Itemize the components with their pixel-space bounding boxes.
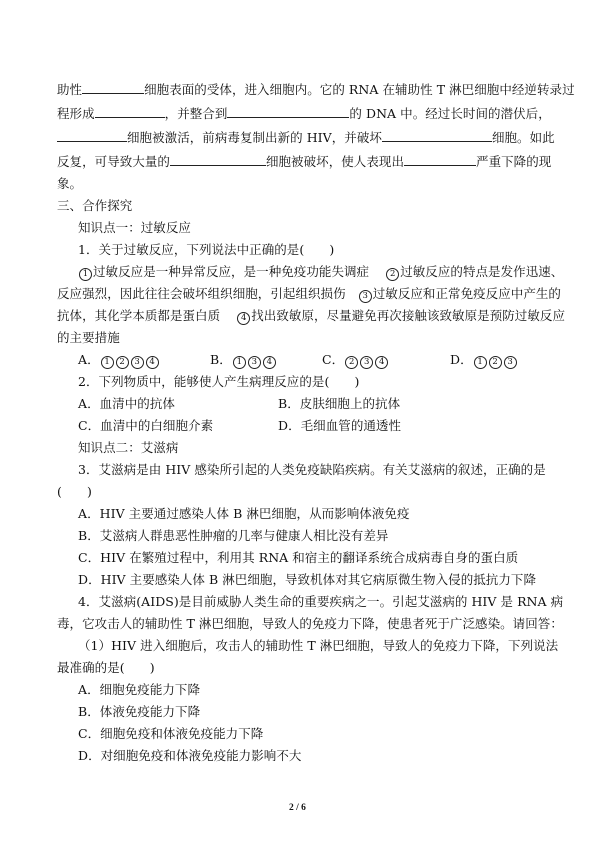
text-line: 象。 xyxy=(57,176,83,191)
question-2-options-row2 xyxy=(78,416,402,434)
question-3-option-c: C．HIV 在繁殖过程中，利用其 RNA 和宿主的翻译系统合成病毒自身的蛋白质 xyxy=(78,550,519,565)
question-3-stem: 3．艾滋病是由 HIV 感染所引起的人类免疫缺陷疾病。有关艾滋病的叙述，正确的是 xyxy=(78,462,546,477)
text-span: 抗体，其化学本质都是蛋白质 xyxy=(57,308,221,323)
circled-number: 4 xyxy=(237,312,250,325)
blank xyxy=(82,82,144,94)
circled-number: 1 xyxy=(79,268,92,281)
option-c: C． 2 3 4 xyxy=(322,350,389,369)
circled-number: 4 xyxy=(146,356,159,369)
question-3-option-a: A．HIV 主要通过感染人体 B 淋巴细胞，从而影响体液免疫 xyxy=(78,506,410,521)
question-3-stem-cont: ( ) xyxy=(57,484,92,499)
text-span: 细胞。如此 xyxy=(491,130,555,145)
question-4-sub1-cont: 最准确的是( ) xyxy=(57,660,155,675)
question-4-option-a: A．细胞免疫能力下降 xyxy=(78,682,201,697)
option-d: D． 1 2 3 xyxy=(450,350,518,369)
question-3-option-d: D．HIV 主要感染人体 B 淋巴细胞，导致机体对其它病原微生物入侵的抵抗力下降 xyxy=(78,572,536,587)
text-line xyxy=(57,80,575,98)
text-line xyxy=(57,306,565,325)
page-number: 2 / 6 xyxy=(289,803,306,813)
text-line xyxy=(57,128,555,146)
text-line xyxy=(78,262,563,281)
text-span: 找出致敏原，尽量避免再次接触该致敏原是预防过敏反应 xyxy=(251,308,566,323)
circled-number: 4 xyxy=(375,356,388,369)
circled-number: 2 xyxy=(386,268,399,281)
text-span: 细胞被激活，前病毒复制出新的 HIV，并破坏 xyxy=(127,130,382,145)
circled-number: 2 xyxy=(116,356,129,369)
text-span: 严重下降的现 xyxy=(476,154,552,169)
question-2-options-row1 xyxy=(78,394,401,412)
blank xyxy=(404,154,476,166)
text-span: 过敏反应和正常免疫反应中产生的 xyxy=(372,286,561,301)
question-4-option-c: C．细胞免疫和体液免疫能力下降 xyxy=(78,726,264,741)
question-1-stem: 1．关于过敏反应，下列说法中正确的是( ) xyxy=(78,242,335,257)
circled-number: 3 xyxy=(504,356,517,369)
text-line: 的主要措施 xyxy=(57,330,120,345)
option-a: A． 1 2 3 4 xyxy=(78,350,160,369)
circled-number: 3 xyxy=(248,356,261,369)
text-line xyxy=(57,284,561,303)
circled-number: 1 xyxy=(474,356,487,369)
blank xyxy=(382,130,492,142)
circled-number: 1 xyxy=(233,356,246,369)
option-a: A．血清中的抗体 xyxy=(78,396,175,411)
circled-number: 4 xyxy=(263,356,276,369)
question-4-sub1: （1）HIV 进入细胞后，攻击人的辅助性 T 淋巴细胞，导致人的免疫力下降，下列说法 xyxy=(78,638,559,653)
blank xyxy=(95,106,165,118)
text-span: 反复，可导致大量的 xyxy=(57,154,170,169)
circled-number: 3 xyxy=(360,356,373,369)
circled-number: 2 xyxy=(489,356,502,369)
text-line xyxy=(57,152,551,170)
question-4-option-d: D．对细胞免疫和体液免疫能力影响不大 xyxy=(78,748,302,763)
blank xyxy=(57,130,127,142)
text-span: 反应强烈，因此往往会破坏组织细胞，引起组织损伤 xyxy=(57,286,346,301)
text-span: 助性 xyxy=(57,82,83,97)
circled-number: 1 xyxy=(101,356,114,369)
option-b: B． 1 3 4 xyxy=(210,350,277,369)
text-span: 过敏反应是一种异常反应，是一种免疫功能失调症 xyxy=(93,264,370,279)
text-span: 的 DNA 中。经过长时间的潜伏后， xyxy=(349,106,551,121)
blank xyxy=(170,154,266,166)
text-span: ，并整合到 xyxy=(164,106,228,121)
circled-number: 3 xyxy=(359,290,372,303)
blank xyxy=(227,106,349,118)
knowledge-point-heading: 知识点二：艾滋病 xyxy=(78,440,179,455)
question-4-stem: 4．艾滋病(AIDS)是目前威胁人类生命的重要疾病之一。引起艾滋病的 HIV 是 RNA 病 xyxy=(78,594,564,609)
option-d: D．毛细血管的通透性 xyxy=(278,418,402,433)
text-span: 细胞表面的受体，进入细胞内。它的 RNA 在辅助性 T 淋巴细胞中经逆转录过 xyxy=(144,82,575,97)
knowledge-point-heading: 知识点一：过敏反应 xyxy=(78,220,191,235)
option-c: C．血清中的白细胞介素 xyxy=(78,418,214,433)
text-span: 细胞被破坏，使人表现出 xyxy=(265,154,405,169)
option-b: B．皮肤细胞上的抗体 xyxy=(278,396,401,411)
circled-number: 2 xyxy=(345,356,358,369)
question-4-stem-cont: 毒，它攻击人的辅助性 T 淋巴细胞，导致人的免疫力下降，使患者死于广泛感染。请回答： xyxy=(57,616,563,631)
section-heading: 三、合作探究 xyxy=(57,198,133,213)
circled-number: 3 xyxy=(131,356,144,369)
text-span: 过敏反应的特点是发作迅速、 xyxy=(400,264,564,279)
question-3-option-b: B．艾滋病人群患恶性肿瘤的几率与健康人相比没有差异 xyxy=(78,528,389,543)
text-span: 程形成 xyxy=(57,106,95,121)
text-line xyxy=(57,104,551,122)
question-4-option-b: B．体液免疫能力下降 xyxy=(78,704,201,719)
question-2-stem: 2．下列物质中，能够使人产生病理反应的是( ) xyxy=(78,374,360,389)
